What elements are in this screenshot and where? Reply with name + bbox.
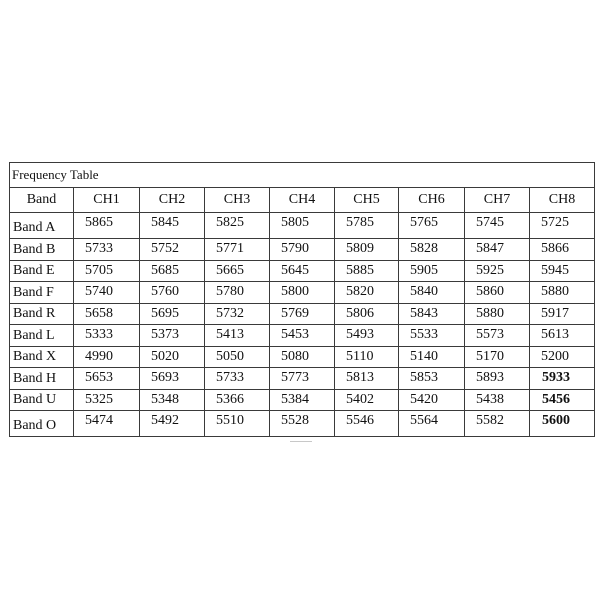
frequency-cell: 5825 [205,213,270,239]
frequency-cell: 5765 [399,213,465,239]
frequency-cell: 5474 [74,411,140,437]
band-name-cell: Band B [10,239,74,261]
column-header-band: Band [10,188,74,213]
frequency-cell: 5402 [335,389,399,411]
band-name-cell: Band U [10,389,74,411]
band-name-cell: Band F [10,282,74,304]
frequency-cell: 5366 [205,389,270,411]
frequency-cell: 5438 [465,389,530,411]
band-name-cell: Band A [10,213,74,239]
frequency-table-container [9,162,594,437]
frequency-cell: 5865 [74,213,140,239]
band-name-cell: Band X [10,346,74,368]
frequency-cell: 5917 [530,303,595,325]
frequency-cell: 5510 [205,411,270,437]
frequency-cell: 5573 [465,325,530,347]
frequency-cell: 5809 [335,239,399,261]
table-row [10,389,595,411]
frequency-cell: 5880 [465,303,530,325]
frequency-cell: 5110 [335,346,399,368]
frequency-cell: 5546 [335,411,399,437]
frequency-cell: 5420 [399,389,465,411]
table-row [10,213,595,239]
frequency-cell: 5333 [74,325,140,347]
table-header-row [10,188,595,213]
frequency-cell: 5658 [74,303,140,325]
table-row [10,325,595,347]
frequency-cell: 5769 [270,303,335,325]
column-header-ch8: CH8 [530,188,595,213]
frequency-cell: 5080 [270,346,335,368]
frequency-cell: 5453 [270,325,335,347]
column-header-ch6: CH6 [399,188,465,213]
frequency-cell: 5564 [399,411,465,437]
frequency-cell: 5933 [530,368,595,390]
table-row [10,282,595,304]
frequency-cell: 5384 [270,389,335,411]
frequency-cell: 5582 [465,411,530,437]
frequency-cell: 4990 [74,346,140,368]
frequency-cell: 5348 [140,389,205,411]
frequency-cell: 5645 [270,260,335,282]
frequency-cell: 5880 [530,282,595,304]
frequency-cell: 5685 [140,260,205,282]
band-name-cell: Band O [10,411,74,437]
frequency-cell: 5705 [74,260,140,282]
frequency-cell: 5533 [399,325,465,347]
frequency-cell: 5745 [465,213,530,239]
divider-line [290,441,312,442]
frequency-cell: 5773 [270,368,335,390]
band-name-cell: Band R [10,303,74,325]
band-name-cell: Band E [10,260,74,282]
frequency-cell: 5050 [205,346,270,368]
frequency-cell: 5733 [205,368,270,390]
table-row [10,368,595,390]
frequency-cell: 5853 [399,368,465,390]
column-header-ch7: CH7 [465,188,530,213]
frequency-cell: 5492 [140,411,205,437]
frequency-cell: 5866 [530,239,595,261]
frequency-cell: 5885 [335,260,399,282]
band-name-cell: Band L [10,325,74,347]
frequency-cell: 5847 [465,239,530,261]
frequency-cell: 5840 [399,282,465,304]
frequency-cell: 5805 [270,213,335,239]
frequency-cell: 5760 [140,282,205,304]
column-header-ch3: CH3 [205,188,270,213]
frequency-cell: 5806 [335,303,399,325]
table-row [10,303,595,325]
frequency-cell: 5600 [530,411,595,437]
frequency-cell: 5373 [140,325,205,347]
table-title: Frequency Table [10,163,595,188]
frequency-table [9,162,595,437]
frequency-cell: 5845 [140,213,205,239]
frequency-cell: 5456 [530,389,595,411]
frequency-cell: 5752 [140,239,205,261]
frequency-cell: 5665 [205,260,270,282]
frequency-cell: 5020 [140,346,205,368]
table-row [10,346,595,368]
frequency-cell: 5828 [399,239,465,261]
band-name-cell: Band H [10,368,74,390]
frequency-cell: 5813 [335,368,399,390]
frequency-cell: 5733 [74,239,140,261]
frequency-cell: 5528 [270,411,335,437]
frequency-cell: 5820 [335,282,399,304]
frequency-cell: 5170 [465,346,530,368]
frequency-cell: 5653 [74,368,140,390]
frequency-cell: 5325 [74,389,140,411]
column-header-ch4: CH4 [270,188,335,213]
frequency-cell: 5740 [74,282,140,304]
table-row [10,260,595,282]
frequency-cell: 5413 [205,325,270,347]
frequency-cell: 5945 [530,260,595,282]
frequency-cell: 5725 [530,213,595,239]
column-header-ch2: CH2 [140,188,205,213]
frequency-cell: 5790 [270,239,335,261]
frequency-cell: 5200 [530,346,595,368]
column-header-ch1: CH1 [74,188,140,213]
frequency-cell: 5925 [465,260,530,282]
column-header-ch5: CH5 [335,188,399,213]
frequency-cell: 5843 [399,303,465,325]
frequency-cell: 5893 [465,368,530,390]
frequency-cell: 5780 [205,282,270,304]
frequency-cell: 5140 [399,346,465,368]
frequency-cell: 5693 [140,368,205,390]
frequency-cell: 5695 [140,303,205,325]
frequency-cell: 5613 [530,325,595,347]
table-row [10,411,595,437]
frequency-cell: 5785 [335,213,399,239]
frequency-cell: 5493 [335,325,399,347]
table-body [10,213,595,437]
frequency-cell: 5732 [205,303,270,325]
frequency-cell: 5905 [399,260,465,282]
frequency-cell: 5800 [270,282,335,304]
table-row [10,239,595,261]
frequency-cell: 5771 [205,239,270,261]
frequency-cell: 5860 [465,282,530,304]
